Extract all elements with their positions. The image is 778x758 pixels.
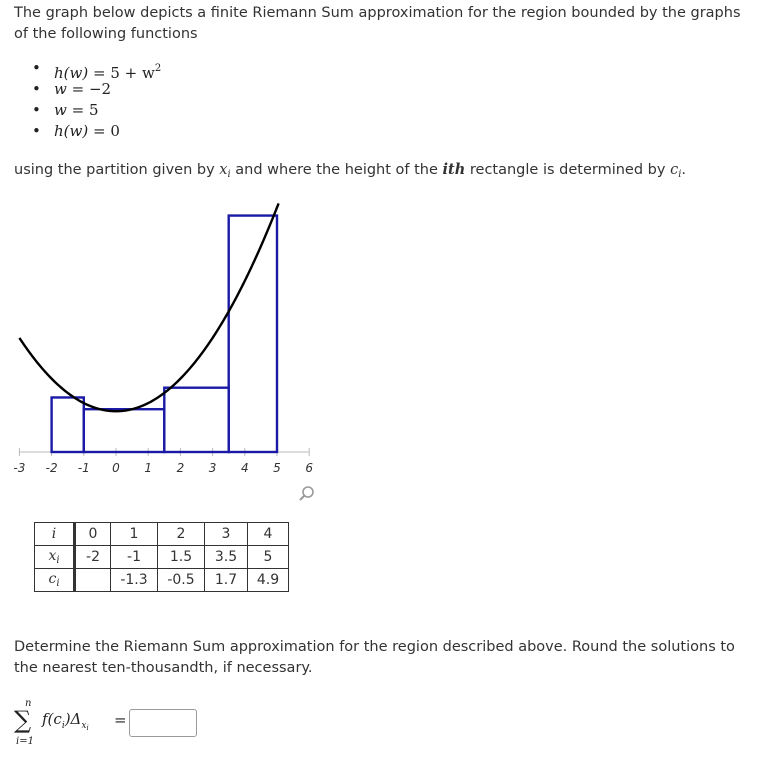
table-cell — [75, 569, 111, 592]
table-cell: 2 — [158, 523, 205, 546]
intro-text: The graph below depicts a finite Riemann Sum approximation for the region bounded by the graphs of the following functions — [14, 5, 741, 42]
table-cell: -1 — [111, 546, 158, 569]
table-cell: -1.3 — [111, 569, 158, 592]
function-item-4: • h(w) = 0 — [28, 121, 161, 142]
table-cell: 4 — [248, 523, 289, 546]
riemann-rectangle — [229, 216, 277, 452]
function-item-1: • $h(w) = 5 + w^2$ — [28, 58, 161, 79]
magnifier-icon[interactable] — [298, 485, 316, 503]
sum-upper-limit: n — [25, 698, 32, 709]
riemann-rectangle — [52, 397, 84, 452]
function-item-2: • w = −2 — [28, 79, 161, 100]
table-row — [35, 569, 289, 592]
riemann-rectangle — [164, 388, 228, 452]
table-cell: 1.7 — [205, 569, 248, 592]
riemann-rectangle — [84, 409, 165, 452]
x-tick-label: 3 — [208, 461, 217, 475]
table-cell: 0 — [75, 523, 111, 546]
x-tick-label: -2 — [45, 461, 58, 475]
function-list — [28, 58, 161, 142]
table-cell: 5 — [248, 546, 289, 569]
table-cell: 3.5 — [205, 546, 248, 569]
row-label-i: i — [35, 523, 75, 546]
x-tick-label: 2 — [176, 461, 185, 475]
table-cell: -0.5 — [158, 569, 205, 592]
x-tick-label: 0 — [112, 461, 120, 475]
table-cell: 4.9 — [248, 569, 289, 592]
table-cell: 1.5 — [158, 546, 205, 569]
x-tick-label: -1 — [77, 461, 90, 475]
function-item-3: • w = 5 — [28, 100, 161, 121]
table-row — [35, 523, 289, 546]
table-cell: 3 — [205, 523, 248, 546]
sum-body: $f(c_i)\Delta_{xi}$ — [42, 710, 89, 732]
sum-lower-limit: i=1 — [16, 736, 34, 747]
function-curve — [19, 203, 278, 411]
x-tick-label: 1 — [144, 461, 153, 475]
riemann-sum-expression — [14, 698, 134, 753]
sigma-symbol: ∑ — [14, 706, 32, 734]
answer-input[interactable] — [129, 709, 197, 737]
row-label-x: $x_i$ — [35, 546, 75, 569]
x-tick-label: 4 — [240, 461, 249, 475]
equals-sign: = — [114, 711, 127, 729]
table-cell: -2 — [75, 546, 111, 569]
partition-text: using the partition given by $x_i$ and where the height of the ith rectangle is determined by $c_i$. — [14, 161, 686, 180]
riemann-sum-graph — [0, 195, 330, 485]
row-label-c: $c_i$ — [35, 569, 75, 592]
table-row — [35, 546, 289, 569]
question-text: Determine the Riemann Sum approximation for the region described above. Round the solutions to the nearest ten-thousandth, if necessary. — [14, 639, 735, 676]
x-tick-label: 5 — [273, 461, 281, 475]
x-tick-label: -3 — [13, 461, 26, 475]
partition-table — [34, 522, 289, 592]
x-tick-label: 6 — [305, 461, 314, 475]
table-cell: 1 — [111, 523, 158, 546]
